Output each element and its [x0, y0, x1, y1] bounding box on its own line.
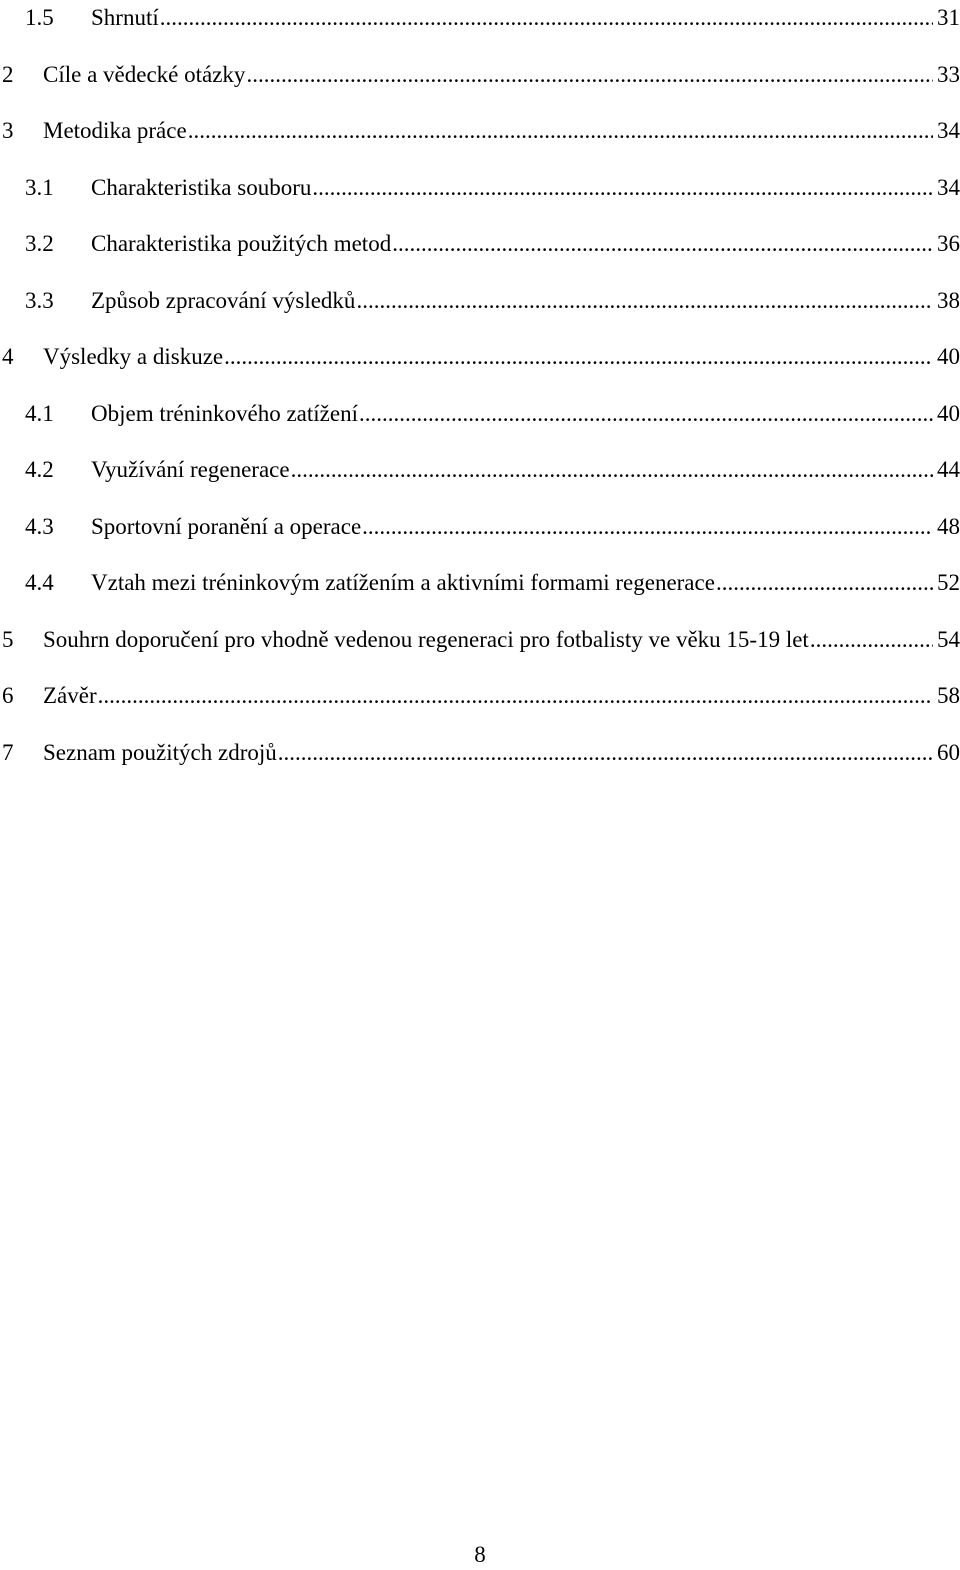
toc-entry-title: Metodika práce [43, 118, 187, 143]
page-number: 8 [474, 1542, 486, 1567]
toc-entry-page: 58 [937, 683, 960, 708]
toc-entry-number: 3.2 [25, 231, 54, 256]
toc-entry-page: 31 [937, 5, 960, 30]
toc-entry-page: 40 [937, 344, 960, 369]
toc-entry-number: 3.3 [25, 287, 54, 313]
toc-entry[interactable] [0, 668, 960, 725]
toc-dot-leader [312, 160, 933, 217]
toc-entry-title: Výsledky a diskuze [43, 344, 224, 369]
toc-entry-title: Charakteristika použitých metod [91, 231, 392, 256]
toc-entry-title: Sportovní poranění a operace [91, 513, 362, 539]
toc-entry[interactable] [0, 386, 960, 443]
toc-entry-page: 44 [937, 457, 960, 482]
toc-dot-leader [356, 273, 933, 330]
toc-entry-number: 7 [2, 739, 14, 765]
toc-entry[interactable] [0, 103, 960, 160]
toc-entry-number: 1.5 [25, 5, 54, 30]
toc-dot-leader [160, 0, 933, 47]
toc-entry[interactable] [0, 442, 960, 499]
toc-entry-title: Využívání regenerace [91, 457, 290, 482]
toc-entry-page: 40 [937, 400, 960, 426]
toc-dot-leader [362, 499, 933, 556]
toc-entry-number: 4.2 [25, 457, 54, 482]
toc-dot-leader [278, 725, 933, 782]
toc-entry-number: 5 [2, 626, 14, 652]
toc-entry-page: 36 [937, 231, 960, 256]
toc-entry[interactable] [0, 0, 960, 47]
toc-entry[interactable] [0, 555, 960, 612]
toc-entry[interactable] [0, 499, 960, 556]
toc-entry-page: 34 [937, 174, 960, 200]
toc-entry-title: Vztah mezi tréninkovým zatížením a aktivními formami regenerace [91, 570, 715, 595]
toc-entry-title: Závěr [43, 683, 97, 708]
toc-entry-number: 4.4 [25, 570, 54, 595]
toc-entry-title: Charakteristika souboru [91, 174, 312, 200]
toc-entry-page: 54 [937, 626, 960, 652]
toc-dot-leader [392, 216, 933, 273]
toc-entry-title: Způsob zpracování výsledků [91, 287, 356, 313]
toc-entry[interactable] [0, 160, 960, 217]
toc-entry-title: Shrnutí [91, 5, 159, 30]
toc-entry-page: 48 [937, 513, 960, 539]
toc-entry-number: 3.1 [25, 174, 54, 200]
toc-entry-title: Seznam použitých zdrojů [43, 739, 277, 765]
toc-entry-number: 4.1 [25, 400, 54, 426]
toc-dot-leader [224, 329, 933, 386]
toc-dot-leader [188, 103, 933, 160]
toc-entry-page: 34 [937, 118, 960, 143]
toc-entry[interactable] [0, 725, 960, 782]
toc-entry-page: 33 [937, 61, 960, 87]
toc-entry-page: 60 [937, 739, 960, 765]
toc-entry-number: 2 [2, 61, 14, 87]
toc-dot-leader [98, 668, 933, 725]
toc-entry-title: Cíle a vědecké otázky [43, 61, 246, 87]
toc-entry-number: 6 [2, 683, 14, 708]
toc-entry-number: 4 [2, 344, 14, 369]
toc-entry-page: 38 [937, 287, 960, 313]
toc-entry-page: 52 [937, 570, 960, 595]
toc-entry[interactable] [0, 612, 960, 669]
toc-entry-title: Souhrn doporučení pro vhodně vedenou regeneraci pro fotbalisty ve věku 15-19 let [43, 626, 809, 652]
toc-entry[interactable] [0, 47, 960, 104]
toc-dot-leader [291, 442, 933, 499]
toc-entry-number: 3 [2, 118, 14, 143]
toc-dot-leader [359, 386, 933, 443]
toc-dot-leader [716, 555, 933, 612]
table-of-contents [0, 0, 960, 781]
toc-entry[interactable] [0, 329, 960, 386]
toc-entry[interactable] [0, 273, 960, 330]
toc-entry-number: 4.3 [25, 513, 54, 539]
toc-entry[interactable] [0, 216, 960, 273]
toc-entry-title: Objem tréninkového zatížení [91, 400, 358, 426]
toc-dot-leader [246, 47, 933, 104]
toc-dot-leader [810, 612, 933, 669]
